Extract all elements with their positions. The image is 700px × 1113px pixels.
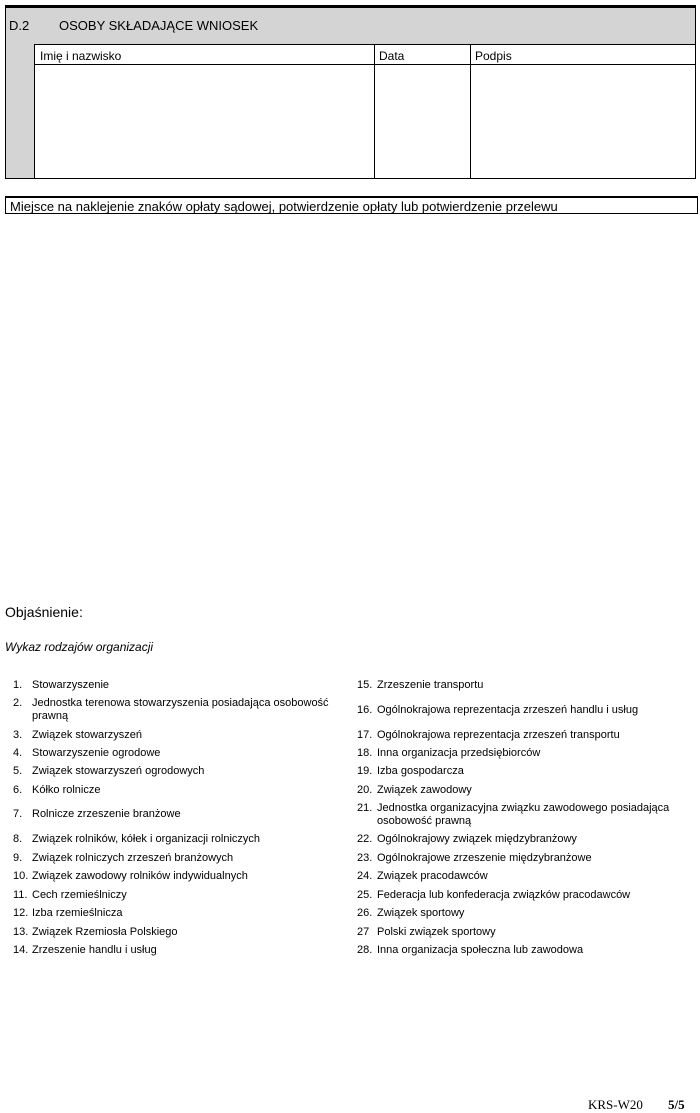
list-item-label: Cech rzemieślniczy bbox=[32, 889, 127, 901]
list-item-label: Inna organizacja przedsiębiorców bbox=[377, 747, 541, 759]
list-item-number: 4. bbox=[13, 747, 23, 759]
list-item-number: 3. bbox=[13, 729, 23, 741]
list-item-number: 2. bbox=[13, 697, 23, 709]
list-item-label: Związek sportowy bbox=[377, 907, 465, 919]
list-item-label: Związek stowarzyszeń bbox=[32, 729, 143, 741]
list-item-label: Stowarzyszenie bbox=[32, 679, 110, 691]
list-item-label: Federacja lub konfederacja związków pracodawców bbox=[377, 889, 631, 901]
list-item-number: 16. bbox=[357, 704, 373, 716]
fee-stamp-label: Miejsce na naklejenie znaków opłaty sądowej, potwierdzenie opłaty lub potwierdzenie przelewu bbox=[10, 199, 558, 214]
signature-field[interactable] bbox=[471, 66, 695, 178]
list-item-number: 8. bbox=[13, 833, 23, 845]
signatories-table bbox=[34, 44, 695, 178]
list-item-label: Związek stowarzyszeń ogrodowych bbox=[32, 765, 205, 777]
section-d2 bbox=[5, 5, 696, 179]
list-item-number: 28. bbox=[357, 944, 373, 956]
list-item-label: Izba rzemieślnicza bbox=[32, 907, 123, 919]
list-item-label: Polski związek sportowy bbox=[377, 926, 496, 938]
list-item-number: 23. bbox=[357, 852, 373, 864]
list-item-label: Kółko rolnicze bbox=[32, 784, 101, 796]
explanation-subtitle: Wykaz rodzajów organizacji bbox=[5, 640, 154, 654]
list-item-number: 14. bbox=[13, 944, 29, 956]
section-margin bbox=[6, 44, 34, 178]
list-item-label: Związek zawodowy rolników indywidualnych bbox=[32, 870, 248, 882]
date-field[interactable] bbox=[375, 66, 470, 178]
list-item-number: 5. bbox=[13, 765, 23, 777]
list-item-label: Ogólnokrajowa reprezentacja zrzeszeń transportu bbox=[377, 729, 620, 741]
list-item-number: 24. bbox=[357, 870, 373, 882]
list-item-label: Związek rolniczych zrzeszeń branżowych bbox=[32, 852, 234, 864]
section-d2-header bbox=[6, 8, 695, 44]
fee-stamp-box bbox=[5, 196, 698, 214]
list-item-number: 1. bbox=[13, 679, 23, 691]
list-item-number: 20. bbox=[357, 784, 373, 796]
list-item-label: Związek pracodawców bbox=[377, 870, 488, 882]
section-title: OSOBY SKŁADAJĄCE WNIOSEK bbox=[59, 18, 259, 33]
list-item-label: Inna organizacja społeczna lub zawodowa bbox=[377, 944, 584, 956]
list-item-label: Związek Rzemiosła Polskiego bbox=[32, 926, 178, 938]
list-item-number: 9. bbox=[13, 852, 23, 864]
list-item-number: 10. bbox=[13, 870, 29, 882]
list-item-label: Jednostka terenowa stowarzyszenia posiadająca osobowość prawną bbox=[32, 697, 329, 722]
list-item-number: 18. bbox=[357, 747, 373, 759]
list-item-label: Zrzeszenie transportu bbox=[377, 679, 484, 691]
list-item-label: Związek rolników, kółek i organizacji rolniczych bbox=[32, 833, 261, 845]
list-item-number: 25. bbox=[357, 889, 373, 901]
list-item-number: 22. bbox=[357, 833, 373, 845]
list-item-label: Izba gospodarcza bbox=[377, 765, 464, 777]
list-item-number: 11. bbox=[13, 889, 28, 901]
list-item-label: Jednostka organizacyjna związku zawodowego posiadająca osobowość prawną bbox=[377, 802, 670, 827]
name-column-header: Imię i nazwisko bbox=[35, 45, 374, 65]
list-item-label: Związek zawodowy bbox=[377, 784, 472, 796]
list-item-number: 7. bbox=[13, 808, 23, 820]
list-item-number: 12. bbox=[13, 907, 29, 919]
list-item-number: 13. bbox=[13, 926, 29, 938]
list-item-number: 26. bbox=[357, 907, 373, 919]
list-item-number: 15. bbox=[357, 679, 373, 691]
explanation-title: Objaśnienie: bbox=[5, 604, 83, 620]
form-code: KRS-W20 bbox=[588, 1097, 643, 1112]
list-item-label: Ogólnokrajowe zrzeszenie międzybranżowe bbox=[377, 852, 592, 864]
list-item-label: Ogólnokrajowa reprezentacja zrzeszeń handlu i usług bbox=[377, 704, 639, 716]
list-item-number: 17. bbox=[357, 729, 373, 741]
list-item-label: Stowarzyszenie ogrodowe bbox=[32, 747, 161, 759]
date-column-header: Data bbox=[374, 45, 470, 65]
list-item-number: 19. bbox=[357, 765, 373, 777]
list-item-number: 6. bbox=[13, 784, 23, 796]
list-item-label: Zrzeszenie handlu i usług bbox=[32, 944, 157, 956]
list-item-number: 21. bbox=[357, 802, 373, 814]
section-number: D.2 bbox=[9, 18, 30, 33]
list-item-label: Ogólnokrajowy związek międzybranżowy bbox=[377, 833, 577, 845]
list-item-label: Rolnicze zrzeszenie branżowe bbox=[32, 808, 181, 820]
signature-column-header: Podpis bbox=[470, 45, 695, 65]
list-item-number: 27 bbox=[357, 926, 370, 938]
page-number: 5/5 bbox=[668, 1097, 685, 1112]
name-field[interactable] bbox=[35, 66, 374, 178]
